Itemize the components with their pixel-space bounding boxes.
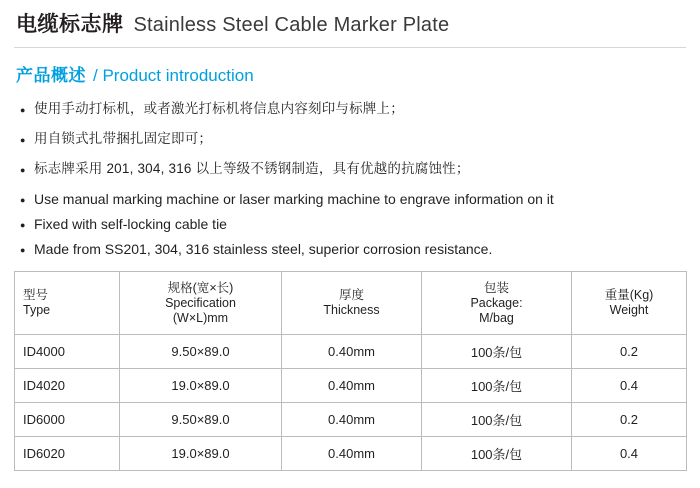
list-item-text: Use manual marking machine or laser marking machine to engrave information on it	[34, 191, 554, 207]
cell-specification: 19.0×89.0	[120, 437, 282, 471]
column-header-type-line1: 型号	[23, 288, 49, 302]
column-header-package-line2: Package:	[470, 295, 523, 310]
page-title-english: Stainless Steel Cable Marker Plate	[133, 14, 450, 36]
list-item	[20, 190, 686, 209]
column-header-thickness-line1: 厚度	[338, 288, 364, 302]
specification-table	[14, 271, 687, 471]
column-header-weight-line2: Weight	[609, 303, 649, 317]
page-title-chinese: 电缆标志牌	[16, 13, 124, 36]
cell-weight: 0.4	[572, 369, 687, 403]
cell-type: ID6020	[15, 437, 120, 471]
list-item-text: Made from SS201, 304, 316 stainless steel, superior corrosion resistance.	[34, 241, 493, 257]
page-title	[14, 0, 686, 38]
column-header-package-line3: M/bag	[479, 310, 514, 325]
bullet-icon	[20, 130, 34, 149]
list-item	[20, 130, 686, 149]
cell-weight: 0.4	[572, 437, 687, 471]
table-header-row	[15, 272, 687, 335]
cell-thickness: 0.40mm	[282, 369, 422, 403]
bullet-icon	[20, 215, 34, 234]
bullet-icon	[20, 160, 34, 179]
column-header-type	[15, 272, 120, 335]
cell-package: 100条/包	[422, 403, 572, 437]
cell-specification: 9.50×89.0	[120, 335, 282, 369]
column-header-package-line1: 包装	[483, 280, 509, 295]
column-header-package	[422, 272, 572, 335]
cell-type: ID4000	[15, 335, 120, 369]
column-header-specification-line2: Specification	[165, 295, 236, 310]
cell-type: ID6000	[15, 403, 120, 437]
list-item	[20, 240, 686, 259]
list-item	[20, 100, 686, 119]
cell-weight: 0.2	[572, 335, 687, 369]
bullet-icon	[20, 240, 34, 259]
cell-thickness: 0.40mm	[282, 437, 422, 471]
column-header-thickness	[282, 272, 422, 335]
list-item-text: 标志牌采用 201, 304, 316 以上等级不锈钢制造，具有优越的抗腐蚀性；	[34, 161, 470, 176]
cell-package: 100条/包	[422, 335, 572, 369]
list-item	[20, 215, 686, 234]
product-introduction-list	[14, 100, 686, 259]
cell-specification: 19.0×89.0	[120, 369, 282, 403]
bullet-icon	[20, 100, 34, 119]
table-row	[15, 369, 687, 403]
cell-package: 100条/包	[422, 437, 572, 471]
cell-specification: 9.50×89.0	[120, 403, 282, 437]
column-header-specification-line1: 规格(宽×长)	[167, 280, 234, 295]
section-heading-chinese: 产品概述	[16, 66, 86, 85]
list-item-text: 用自锁式扎带捆扎固定即可；	[34, 131, 213, 146]
cell-thickness: 0.40mm	[282, 403, 422, 437]
table-row	[15, 335, 687, 369]
list-item-text: 使用手动打标机，或者激光打标机将信息内容刻印与标牌上；	[34, 101, 404, 116]
table-header	[15, 272, 687, 335]
header-divider	[14, 47, 686, 48]
column-header-weight-line1: 重量(Kg)	[604, 288, 654, 302]
cell-type: ID4020	[15, 369, 120, 403]
section-heading	[14, 61, 686, 86]
table-row	[15, 437, 687, 471]
column-header-weight	[572, 272, 687, 335]
bullet-icon	[20, 190, 34, 209]
table-body	[15, 335, 687, 471]
column-header-type-line2: Type	[23, 303, 51, 317]
list-item	[20, 160, 686, 179]
column-header-thickness-line2: Thickness	[323, 303, 380, 317]
list-item-text: Fixed with self-locking cable tie	[34, 216, 227, 232]
cell-thickness: 0.40mm	[282, 335, 422, 369]
column-header-specification-line3: (W×L)mm	[172, 310, 229, 325]
cell-weight: 0.2	[572, 403, 687, 437]
cell-package: 100条/包	[422, 369, 572, 403]
table-row	[15, 403, 687, 437]
section-heading-english: / Product introduction	[93, 66, 254, 85]
column-header-specification	[120, 272, 282, 335]
